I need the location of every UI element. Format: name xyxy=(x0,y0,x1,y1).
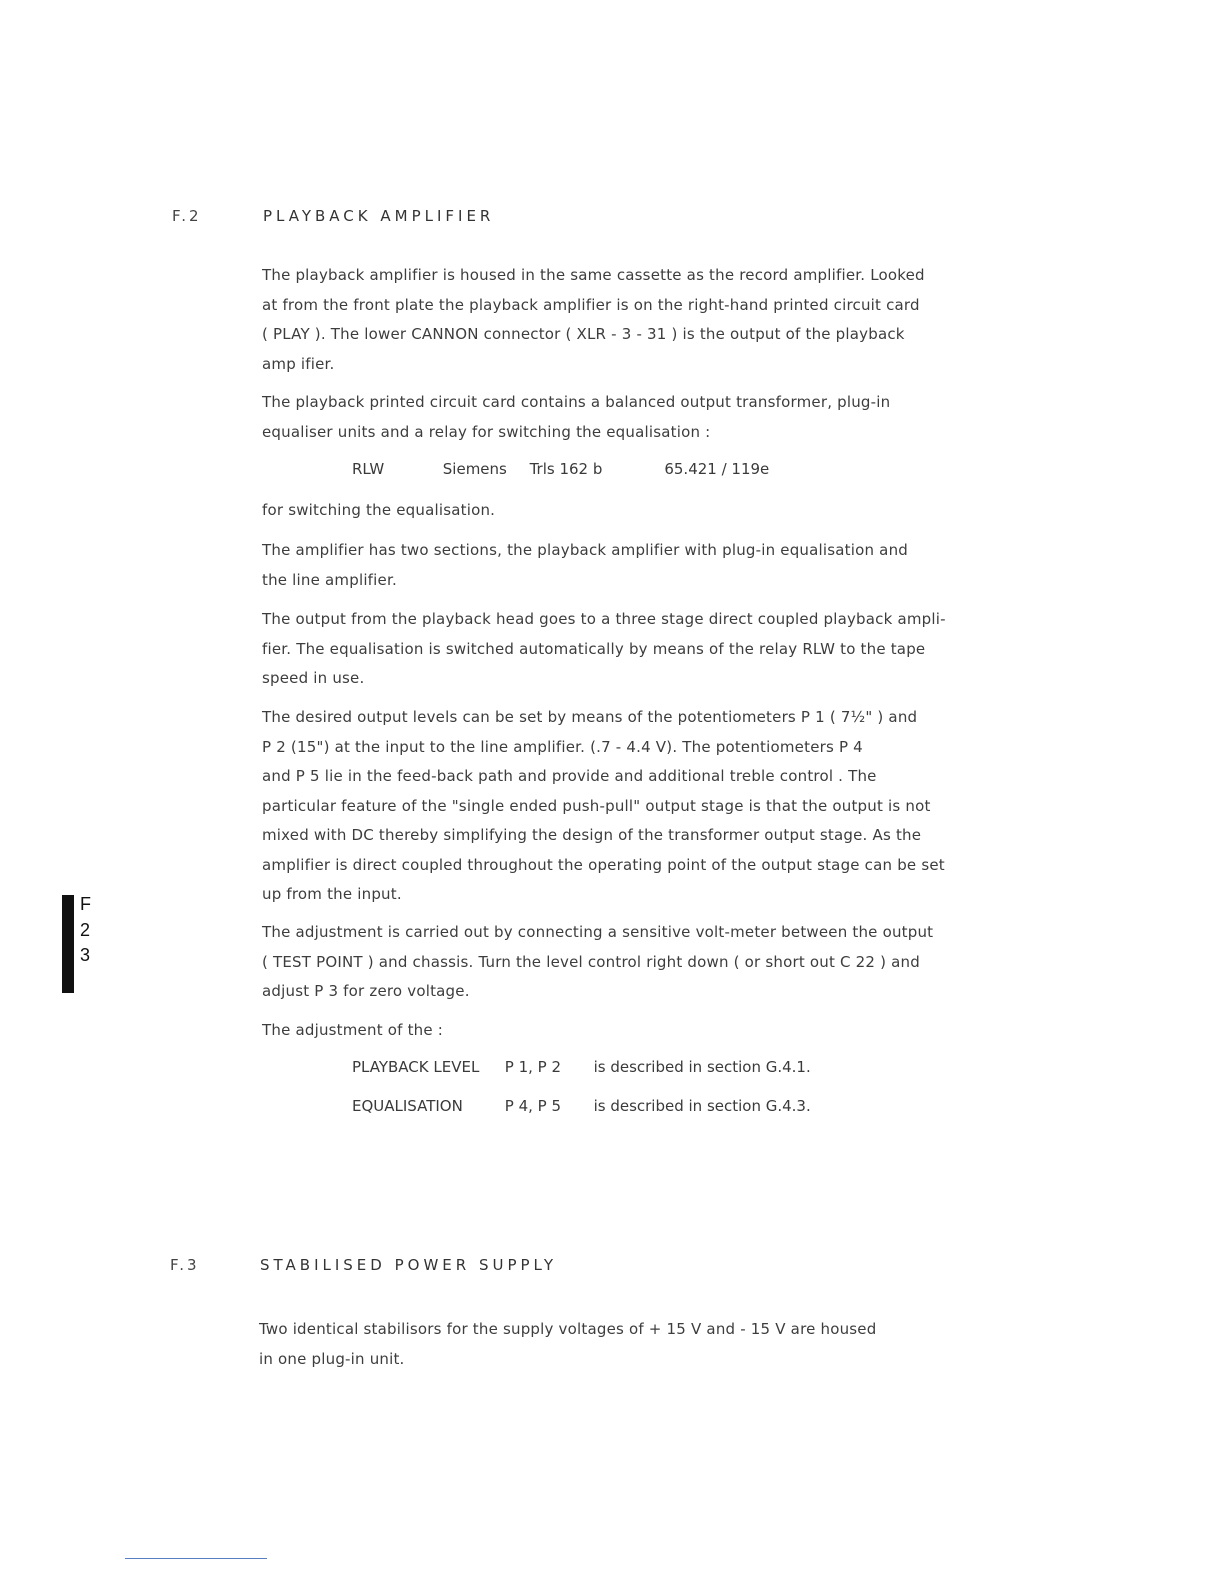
paragraph-sections xyxy=(262,536,1007,595)
text-line: mixed with DC thereby simplifying the design of the transformer output stage. As the xyxy=(262,826,922,844)
adjustment-row-playback-level xyxy=(352,1058,811,1076)
side-index-letter: 3 xyxy=(80,945,91,965)
text-line: The desired output levels can be set by means of the potentiometers P 1 ( 7½" ) and xyxy=(262,708,918,726)
section-number-f2: F.2 xyxy=(172,207,202,225)
adjustment-desc: is described in section G.4.3. xyxy=(593,1097,811,1115)
section-title-f2: PLAYBACK AMPLIFIER xyxy=(263,207,495,225)
adjustment-pots: P 1, P 2 xyxy=(504,1058,562,1076)
text-line: at from the front plate the playback amplifier is on the right-hand printed circuit card xyxy=(262,295,920,314)
text-line: The playback printed circuit card contains a balanced output transformer, plug-in xyxy=(262,393,891,411)
paragraph-switching xyxy=(262,496,1007,526)
paragraph-stabilisors xyxy=(259,1315,1004,1374)
relay-maker: Siemens xyxy=(442,460,507,478)
text-line: amp ifier. xyxy=(262,354,335,373)
text-line: The output from the playback head goes to a three stage direct coupled playback ampli- xyxy=(262,610,946,628)
adjustment-row-equalisation xyxy=(352,1097,811,1115)
paragraph-adjustment-of xyxy=(262,1016,1007,1046)
text-line: speed in use. xyxy=(262,669,365,687)
text-line: adjust P 3 for zero voltage. xyxy=(262,982,470,1000)
section-number-f3: F.3 xyxy=(170,1256,200,1274)
text-line: amplifier is direct coupled throughout the operating point of the output stage can be set xyxy=(262,855,945,874)
side-index-tab-bar xyxy=(62,895,74,993)
footer-rule xyxy=(125,1558,267,1559)
adjustment-desc: is described in section G.4.1. xyxy=(593,1058,811,1076)
paragraph-output-levels xyxy=(262,703,1007,910)
relay-spec xyxy=(352,460,769,478)
paragraph-adjustment xyxy=(262,918,1007,1007)
paragraph-output-head xyxy=(262,605,1007,694)
text-line: for switching the equalisation. xyxy=(262,501,496,519)
relay-name: RLW xyxy=(352,460,385,478)
relay-part: 65.421 / 119e xyxy=(664,460,770,478)
adjustment-pots: P 4, P 5 xyxy=(504,1097,562,1115)
side-index-letter: F xyxy=(80,894,91,914)
text-line: The adjustment of the : xyxy=(262,1021,444,1039)
text-line: up from the input. xyxy=(262,885,402,903)
text-line: in one plug-in unit. xyxy=(259,1349,405,1368)
text-line: ( TEST POINT ) and chassis. Turn the level control right down ( or short out C 22 ) and xyxy=(262,952,920,971)
text-line: The playback amplifier is housed in the same cassette as the record amplifier. Looked xyxy=(262,266,925,284)
text-line: fier. The equalisation is switched automatically by means of the relay RLW to the tape xyxy=(262,639,926,658)
text-line: P 2 (15") at the input to the line amplifier. (.7 - 4.4 V). The potentiometers P 4 xyxy=(262,737,863,756)
text-line: and P 5 lie in the feed-back path and provide and additional treble control . The xyxy=(262,767,877,785)
text-line: The adjustment is carried out by connecting a sensitive volt-meter between the output xyxy=(262,923,934,941)
text-line: ( PLAY ). The lower CANNON connector ( XLR - 3 - 31 ) is the output of the playback xyxy=(262,325,905,343)
text-line: equaliser units and a relay for switching the equalisation : xyxy=(262,422,711,441)
text-line: The amplifier has two sections, the playback amplifier with plug-in equalisation and xyxy=(262,541,908,559)
relay-type: Trls 162 b xyxy=(529,460,603,478)
adjustment-label: EQUALISATION xyxy=(352,1097,463,1115)
paragraph-housing xyxy=(262,261,1007,379)
side-index-letter: 2 xyxy=(80,920,91,940)
text-line: Two identical stabilisors for the supply voltages of + 15 V and - 15 V are housed xyxy=(259,1320,877,1338)
text-line: the line amplifier. xyxy=(262,570,397,589)
text-line: particular feature of the "single ended push-pull" output stage is that the output is not xyxy=(262,796,931,815)
paragraph-circuit-card xyxy=(262,388,1007,447)
section-title-f3: STABILISED POWER SUPPLY xyxy=(260,1256,558,1274)
adjustment-label: PLAYBACK LEVEL xyxy=(352,1058,480,1076)
